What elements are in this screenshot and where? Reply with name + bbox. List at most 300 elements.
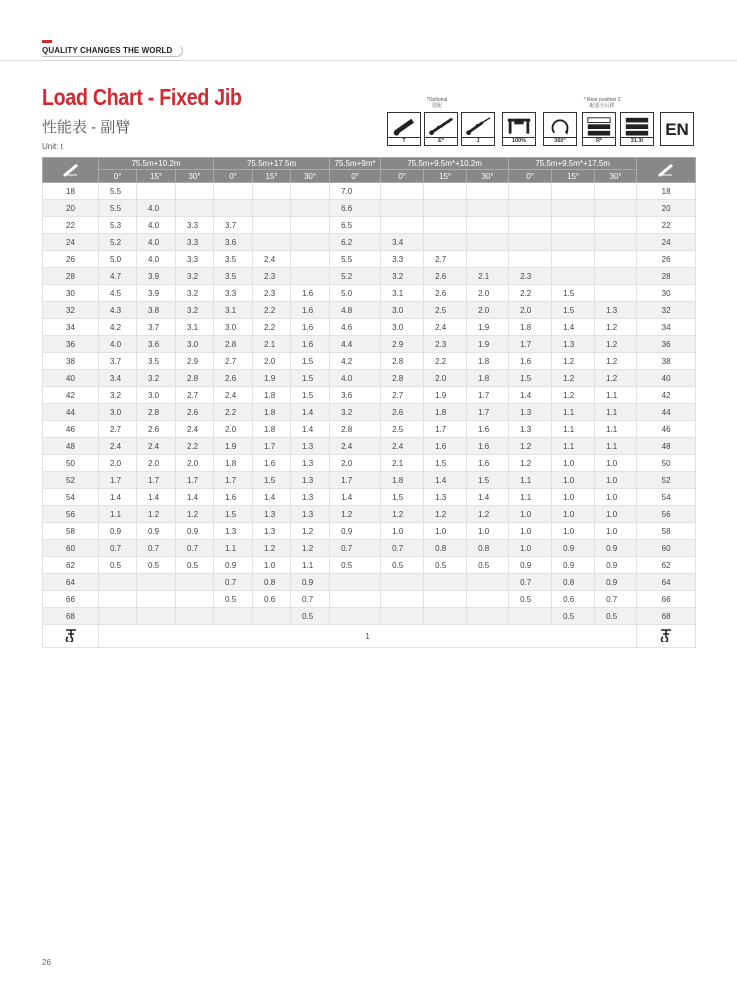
load-cell: 1.9 <box>424 387 467 404</box>
load-cell: 0.9 <box>176 523 214 540</box>
load-cell <box>330 591 381 608</box>
load-cell: 1.7 <box>99 472 137 489</box>
load-cell: 3.0 <box>381 319 424 336</box>
load-cell: 1.1 <box>509 489 552 506</box>
load-cell: 1.5 <box>552 302 595 319</box>
load-cell: 0.8 <box>552 574 595 591</box>
load-cell: 1.2 <box>595 353 637 370</box>
radius-cell: 46 <box>43 421 99 438</box>
load-cell: 5.5 <box>99 200 137 217</box>
radius-cell: 52 <box>637 472 696 489</box>
load-cell <box>509 200 552 217</box>
load-cell: 1.6 <box>291 319 330 336</box>
load-cell: 3.2 <box>176 302 214 319</box>
load-cell: 2.7 <box>214 353 253 370</box>
load-cell <box>253 217 291 234</box>
load-cell: 1.7 <box>467 387 509 404</box>
load-cell: 2.4 <box>330 438 381 455</box>
load-cell: 2.6 <box>137 421 176 438</box>
load-cell: 1.7 <box>330 472 381 489</box>
page-number: 26 <box>42 958 51 967</box>
load-cell: 1.6 <box>291 336 330 353</box>
load-cell: 2.8 <box>381 353 424 370</box>
table-row <box>43 319 696 336</box>
table-row <box>43 200 696 217</box>
load-cell: 4.3 <box>99 302 137 319</box>
radius-cell: 54 <box>637 489 696 506</box>
radius-cell: 28 <box>43 268 99 285</box>
load-cell: 1.8 <box>424 404 467 421</box>
load-cell: 1.5 <box>291 353 330 370</box>
load-cell: 1.5 <box>424 455 467 472</box>
load-cell <box>509 234 552 251</box>
load-cell: 3.0 <box>176 336 214 353</box>
slewing-icon: 360° <box>543 112 577 146</box>
load-cell: 0.6 <box>552 591 595 608</box>
load-cell: 0.7 <box>595 591 637 608</box>
table-row <box>43 472 696 489</box>
load-cell: 1.0 <box>552 506 595 523</box>
load-cell: 1.8 <box>467 353 509 370</box>
load-cell: 4.0 <box>330 370 381 387</box>
table-row <box>43 183 696 200</box>
rear-position-note: * Rear position 2 配重全后移 <box>583 97 621 109</box>
load-cell: 1.2 <box>291 540 330 557</box>
radius-cell: 56 <box>43 506 99 523</box>
load-cell <box>330 608 381 625</box>
radius-cell: 66 <box>43 591 99 608</box>
load-cell: 1.0 <box>595 523 637 540</box>
load-cell: 3.3 <box>214 285 253 302</box>
load-cell: 2.1 <box>381 455 424 472</box>
load-cell: 0.9 <box>595 540 637 557</box>
load-cell: 1.0 <box>509 540 552 557</box>
load-cell: 4.0 <box>137 251 176 268</box>
radius-cell: 58 <box>43 523 99 540</box>
load-cell: 1.4 <box>253 489 291 506</box>
load-cell: 0.5 <box>552 608 595 625</box>
angle-header: 30° <box>595 170 637 183</box>
load-cell <box>253 200 291 217</box>
radius-cell: 20 <box>637 200 696 217</box>
table-row <box>43 234 696 251</box>
table-row <box>43 540 696 557</box>
load-cell: 4.2 <box>330 353 381 370</box>
angle-header: 0° <box>330 170 381 183</box>
load-cell: 1.4 <box>552 319 595 336</box>
load-cell: 6.2 <box>330 234 381 251</box>
load-cell: 2.7 <box>176 387 214 404</box>
load-cell: 1.5 <box>253 472 291 489</box>
load-cell: 0.7 <box>509 574 552 591</box>
load-cell: 1.0 <box>424 523 467 540</box>
load-cell: 2.1 <box>253 336 291 353</box>
table-row <box>43 336 696 353</box>
load-cell: 1.9 <box>214 438 253 455</box>
load-cell <box>595 285 637 302</box>
radius-cell: 40 <box>43 370 99 387</box>
load-cell <box>381 183 424 200</box>
load-cell <box>214 183 253 200</box>
load-cell: 1.8 <box>381 472 424 489</box>
radius-cell: 44 <box>43 404 99 421</box>
load-cell: 1.0 <box>595 472 637 489</box>
load-cell: 0.9 <box>214 557 253 574</box>
load-cell: 3.2 <box>176 285 214 302</box>
load-cell <box>424 183 467 200</box>
load-cell: 1.0 <box>253 557 291 574</box>
load-cell: 1.3 <box>291 489 330 506</box>
load-cell: 1.1 <box>291 557 330 574</box>
load-cell <box>595 217 637 234</box>
load-cell: 3.5 <box>137 353 176 370</box>
radius-cell: 50 <box>637 455 696 472</box>
load-cell: 3.3 <box>176 217 214 234</box>
load-cell: 1.3 <box>424 489 467 506</box>
load-cell: 1.7 <box>214 472 253 489</box>
load-cell: 2.0 <box>509 302 552 319</box>
load-cell <box>467 200 509 217</box>
load-cell: 1.2 <box>552 353 595 370</box>
hook-icon <box>637 625 696 648</box>
radius-cell: 42 <box>43 387 99 404</box>
load-cell: 1.3 <box>509 421 552 438</box>
load-cell: 0.6 <box>253 591 291 608</box>
load-cell: 1.9 <box>253 370 291 387</box>
load-cell: 2.3 <box>253 268 291 285</box>
radius-cell: 52 <box>43 472 99 489</box>
angle-header: 15° <box>424 170 467 183</box>
load-cell <box>595 268 637 285</box>
load-cell: 2.4 <box>381 438 424 455</box>
load-cell: 1.8 <box>253 421 291 438</box>
load-cell: 4.4 <box>330 336 381 353</box>
load-cell: 0.9 <box>595 574 637 591</box>
radius-cell: 68 <box>637 608 696 625</box>
load-cell: 2.6 <box>176 404 214 421</box>
angle-header: 30° <box>176 170 214 183</box>
load-cell <box>467 574 509 591</box>
radius-cell: 54 <box>43 489 99 506</box>
radius-cell: 24 <box>43 234 99 251</box>
load-cell: 1.4 <box>467 489 509 506</box>
load-cell: 3.5 <box>214 268 253 285</box>
angle-header: 0° <box>214 170 253 183</box>
load-cell: 2.4 <box>137 438 176 455</box>
radius-cell: 38 <box>43 353 99 370</box>
load-cell <box>595 183 637 200</box>
load-cell: 1.6 <box>291 285 330 302</box>
load-cell: 2.8 <box>137 404 176 421</box>
load-cell: 3.0 <box>381 302 424 319</box>
load-cell: 2.2 <box>253 319 291 336</box>
table-row <box>43 506 696 523</box>
radius-cell: 64 <box>637 574 696 591</box>
load-cell: 3.5 <box>214 251 253 268</box>
load-cell: 2.9 <box>381 336 424 353</box>
load-cell: 2.6 <box>424 285 467 302</box>
load-cell <box>509 608 552 625</box>
load-cell: 2.4 <box>253 251 291 268</box>
radius-cell: 36 <box>637 336 696 353</box>
load-cell: 2.7 <box>424 251 467 268</box>
load-cell: 2.2 <box>424 353 467 370</box>
load-cell: 3.8 <box>137 302 176 319</box>
load-cell: 0.5 <box>509 591 552 608</box>
load-cell: 3.7 <box>214 217 253 234</box>
load-cell <box>595 251 637 268</box>
load-cell: 1.4 <box>330 489 381 506</box>
radius-cell: 68 <box>43 608 99 625</box>
load-cell: 1.2 <box>137 506 176 523</box>
load-cell: 0.5 <box>381 557 424 574</box>
load-cell: 1.7 <box>137 472 176 489</box>
load-cell: 5.5 <box>330 251 381 268</box>
radius-cell: 32 <box>637 302 696 319</box>
load-cell: 0.5 <box>424 557 467 574</box>
group-header: 75.5m+9.5m*+17.5m <box>509 158 637 170</box>
load-cell: 0.9 <box>595 557 637 574</box>
load-cell: 1.1 <box>552 404 595 421</box>
load-cell <box>595 234 637 251</box>
load-cell: 0.7 <box>99 540 137 557</box>
load-cell: 0.7 <box>214 574 253 591</box>
load-cell <box>467 608 509 625</box>
table-row <box>43 285 696 302</box>
load-cell <box>552 268 595 285</box>
load-cell <box>99 608 137 625</box>
load-cell: 0.7 <box>381 540 424 557</box>
load-cell <box>552 217 595 234</box>
load-cell: 0.7 <box>137 540 176 557</box>
load-cell: 1.6 <box>509 353 552 370</box>
load-cell: 4.0 <box>99 336 137 353</box>
load-cell: 1.5 <box>467 472 509 489</box>
table-row <box>43 353 696 370</box>
load-cell: 0.9 <box>291 574 330 591</box>
load-cell: 1.7 <box>176 472 214 489</box>
radius-cell: 38 <box>637 353 696 370</box>
load-cell: 1.2 <box>424 506 467 523</box>
load-cell <box>330 574 381 591</box>
load-cell: 1.7 <box>467 404 509 421</box>
load-cell <box>291 200 330 217</box>
load-cell: 1.0 <box>552 489 595 506</box>
load-cell: 1.0 <box>509 506 552 523</box>
radius-cell: 20 <box>43 200 99 217</box>
load-cell: 0.9 <box>552 557 595 574</box>
load-cell <box>291 251 330 268</box>
load-cell: 1.8 <box>509 319 552 336</box>
load-cell: 3.6 <box>214 234 253 251</box>
table-row <box>43 251 696 268</box>
radius-cell: 34 <box>43 319 99 336</box>
load-cell: 1.3 <box>214 523 253 540</box>
load-cell: 5.0 <box>99 251 137 268</box>
load-cell: 2.0 <box>330 455 381 472</box>
load-cell: 1.0 <box>552 455 595 472</box>
load-cell: 1.2 <box>253 540 291 557</box>
load-cell: 5.3 <box>99 217 137 234</box>
load-cell: 1.4 <box>291 421 330 438</box>
load-cell: 0.9 <box>509 557 552 574</box>
load-cell: 2.2 <box>253 302 291 319</box>
load-cell: 1.5 <box>552 285 595 302</box>
load-cell: 2.5 <box>424 302 467 319</box>
load-cell: 1.2 <box>291 523 330 540</box>
load-cell: 2.0 <box>137 455 176 472</box>
load-cell: 3.4 <box>99 370 137 387</box>
load-cell: 1.3 <box>253 523 291 540</box>
load-cell: 3.2 <box>99 387 137 404</box>
load-cell <box>291 234 330 251</box>
load-cell: 1.4 <box>176 489 214 506</box>
table-row <box>43 370 696 387</box>
radius-cell: 44 <box>637 404 696 421</box>
load-cell: 1.7 <box>253 438 291 455</box>
load-cell: 0.5 <box>291 608 330 625</box>
load-cell: 4.2 <box>99 319 137 336</box>
load-cell: 1.8 <box>253 404 291 421</box>
page-title: Load Chart - Fixed Jib <box>42 84 242 110</box>
load-cell <box>381 574 424 591</box>
load-cell <box>137 183 176 200</box>
counterweight-icon: 31.3t <box>620 112 654 146</box>
load-cell <box>509 251 552 268</box>
radius-cell: 42 <box>637 387 696 404</box>
radius-cell: 46 <box>637 421 696 438</box>
radius-cell: 48 <box>43 438 99 455</box>
jib-icon: J <box>461 112 495 146</box>
load-cell: 1.5 <box>509 370 552 387</box>
table-row <box>43 608 696 625</box>
angle-header: 30° <box>467 170 509 183</box>
load-cell: 3.4 <box>381 234 424 251</box>
load-cell: 7.0 <box>330 183 381 200</box>
angle-header: 15° <box>552 170 595 183</box>
load-cell: 2.4 <box>214 387 253 404</box>
radius-cell: 22 <box>637 217 696 234</box>
table-row <box>43 455 696 472</box>
header-divider <box>0 60 737 61</box>
load-cell: 3.1 <box>214 302 253 319</box>
load-cell: 1.1 <box>552 438 595 455</box>
load-cell: 1.0 <box>552 472 595 489</box>
load-cell: 1.2 <box>552 370 595 387</box>
load-cell <box>99 591 137 608</box>
load-cell: 1.3 <box>552 336 595 353</box>
load-cell: 1.4 <box>137 489 176 506</box>
load-cell: 1.2 <box>595 370 637 387</box>
outrigger-icon: 100% <box>502 112 536 146</box>
radius-cell: 34 <box>637 319 696 336</box>
load-cell: 3.0 <box>99 404 137 421</box>
load-cell <box>291 183 330 200</box>
load-cell: 2.8 <box>381 370 424 387</box>
load-cell: 1.6 <box>214 489 253 506</box>
load-cell: 1.3 <box>291 455 330 472</box>
load-cell: 0.5 <box>330 557 381 574</box>
load-cell <box>552 234 595 251</box>
radius-cell: 50 <box>43 455 99 472</box>
load-cell: 2.0 <box>253 353 291 370</box>
load-cell: 1.4 <box>99 489 137 506</box>
page-subtitle: 性能表 - 副臂 <box>42 119 131 136</box>
load-cell: 2.2 <box>176 438 214 455</box>
load-cell: 1.2 <box>176 506 214 523</box>
load-cell: 3.2 <box>330 404 381 421</box>
load-cell <box>214 608 253 625</box>
load-cell: 0.8 <box>253 574 291 591</box>
counterweight-position-icon: R* <box>582 112 616 146</box>
load-cell: 2.0 <box>214 421 253 438</box>
extension-icon: E* <box>424 112 458 146</box>
load-cell: 2.6 <box>214 370 253 387</box>
load-cell: 1.1 <box>595 387 637 404</box>
radius-cell: 30 <box>43 285 99 302</box>
radius-cell: 40 <box>637 370 696 387</box>
load-cell: 1.3 <box>509 404 552 421</box>
load-cell: 1.7 <box>509 336 552 353</box>
load-cell: 3.0 <box>214 319 253 336</box>
load-cell: 2.4 <box>99 438 137 455</box>
load-cell: 6.6 <box>330 200 381 217</box>
radius-cell: 22 <box>43 217 99 234</box>
load-cell: 3.1 <box>176 319 214 336</box>
load-cell: 3.2 <box>381 268 424 285</box>
radius-header-icon <box>43 158 99 183</box>
load-cell <box>424 200 467 217</box>
load-cell: 2.9 <box>176 353 214 370</box>
group-header: 75.5m+9m* <box>330 158 381 170</box>
load-cell: 1.8 <box>214 455 253 472</box>
load-cell: 1.1 <box>595 438 637 455</box>
load-cell: 0.5 <box>214 591 253 608</box>
load-cell: 1.2 <box>509 438 552 455</box>
load-cell <box>552 251 595 268</box>
load-cell: 1.0 <box>595 506 637 523</box>
radius-cell: 64 <box>43 574 99 591</box>
load-cell: 2.0 <box>424 370 467 387</box>
table-row <box>43 217 696 234</box>
hook-reeving-row <box>43 625 696 648</box>
load-cell <box>291 217 330 234</box>
angle-header: 0° <box>509 170 552 183</box>
load-cell: 1.4 <box>424 472 467 489</box>
load-cell: 1.6 <box>467 438 509 455</box>
group-header: 75.5m+10.2m <box>99 158 214 170</box>
load-cell: 1.0 <box>595 455 637 472</box>
load-cell: 1.2 <box>467 506 509 523</box>
radius-cell: 36 <box>43 336 99 353</box>
load-cell: 3.6 <box>137 336 176 353</box>
load-cell: 1.6 <box>291 302 330 319</box>
angle-header: 30° <box>291 170 330 183</box>
radius-cell: 62 <box>43 557 99 574</box>
load-cell: 1.0 <box>467 523 509 540</box>
load-cell <box>467 591 509 608</box>
load-cell: 3.1 <box>381 285 424 302</box>
load-cell: 2.5 <box>381 421 424 438</box>
load-cell: 1.2 <box>330 506 381 523</box>
load-cell <box>381 200 424 217</box>
load-cell: 1.1 <box>509 472 552 489</box>
load-cell: 1.5 <box>381 489 424 506</box>
load-cell: 2.0 <box>99 455 137 472</box>
load-cell: 1.6 <box>253 455 291 472</box>
radius-cell: 26 <box>43 251 99 268</box>
load-cell: 0.5 <box>595 608 637 625</box>
